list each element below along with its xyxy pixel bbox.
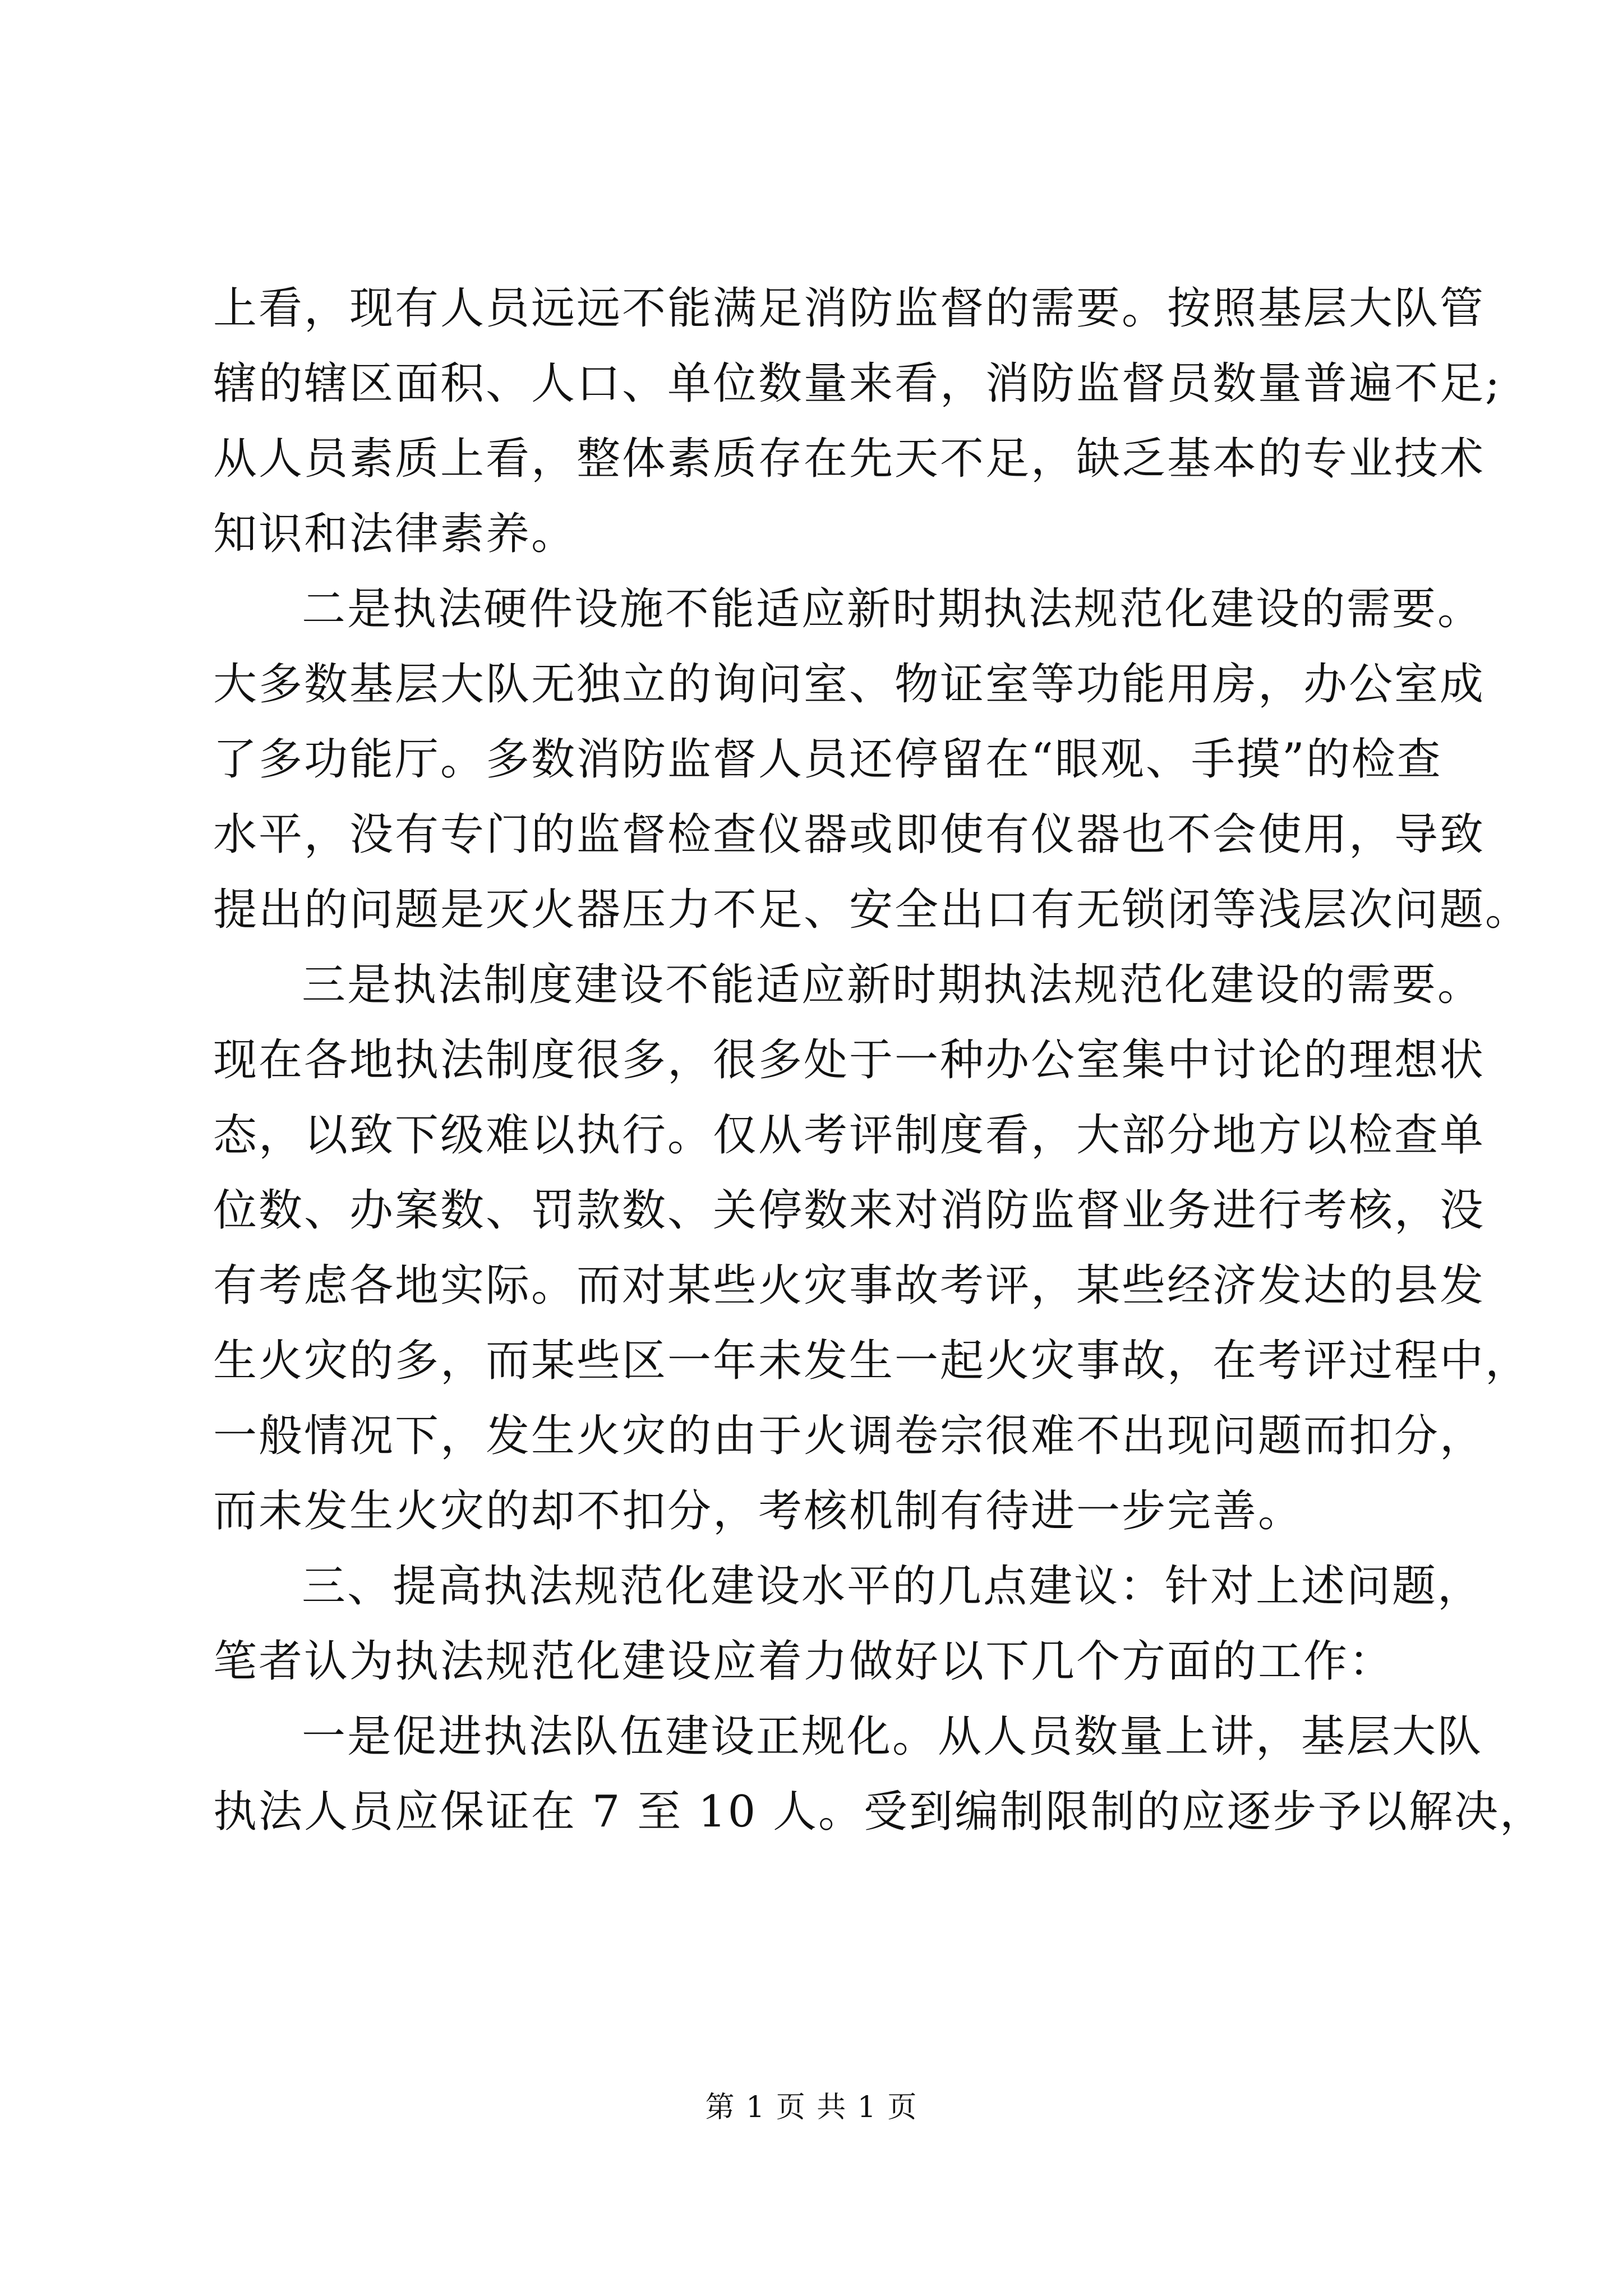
paragraph-3-line-7: 一般情况下，发生火灾的由于火调卷宗很难不出现问题而扣分， [213, 1411, 1486, 1461]
paragraph-2-line-1: 二是执法硬件设施不能适应新时期执法规范化建设的需要。 [302, 584, 1483, 634]
section-heading-line-2: 笔者认为执法规范化建设应着力做好以下几个方面的工作： [213, 1636, 1395, 1687]
paragraph-2-line-5: 提出的问题是灭火器压力不足、安全出口有无锁闭等浅层次问题。 [213, 885, 1531, 935]
paragraph-4-line-1: 一是促进执法队伍建设正规化。从人员数量上讲，基层大队 [302, 1711, 1483, 1762]
text-line-4: 知识和法律素养。 [213, 509, 577, 559]
paragraph-3-line-4: 位数、办案数、罚款数、关停数来对消防监督业务进行考核，没 [213, 1185, 1486, 1236]
paragraph-3-line-1: 三是执法制度建设不能适应新时期执法规范化建设的需要。 [302, 960, 1483, 1010]
paragraph-3-line-8: 而未发生火灾的却不扣分，考核机制有待进一步完善。 [213, 1486, 1304, 1536]
text-line-2: 辖的辖区面积、人口、单位数量来看，消防监督员数量普遍不足; [213, 358, 1502, 409]
text-line-3: 从人员素质上看，整体素质存在先天不足，缺乏基本的专业技术 [213, 434, 1486, 484]
paragraph-2-line-2: 大多数基层大队无独立的询问室、物证室等功能用房，办公室成 [213, 659, 1486, 710]
paragraph-3-line-2: 现在各地执法制度很多，很多处于一种办公室集中讨论的理想状 [213, 1035, 1486, 1085]
paragraph-4-line-2: 执法人员应保证在 7 至 10 人。受到编制限制的应逐步予以解决， [213, 1787, 1546, 1837]
paragraph-3-line-5: 有考虑各地实际。而对某些火灾事故考评，某些经济发达的县发 [213, 1260, 1486, 1311]
text-line-1: 上看，现有人员远远不能满足消防监督的需要。按照基层大队管 [213, 283, 1486, 334]
paragraph-2-line-3: 了多功能厅。多数消防监督人员还停留在“眼观、手摸”的检查 [213, 734, 1442, 785]
paragraph-2-line-4: 水平，没有专门的监督检查仪器或即使有仪器也不会使用，导致 [213, 809, 1486, 860]
paragraph-3-line-6: 生火灾的多，而某些区一年未发生一起火灾事故，在考评过程中， [213, 1336, 1531, 1386]
paragraph-3-line-3: 态，以致下级难以执行。仅从考评制度看，大部分地方以检查单 [213, 1110, 1486, 1161]
page-number-footer: 第 1 页 共 1 页 [705, 2091, 918, 2124]
section-heading-line-1: 三、提高执法规范化建设水平的几点建议：针对上述问题， [302, 1561, 1483, 1612]
